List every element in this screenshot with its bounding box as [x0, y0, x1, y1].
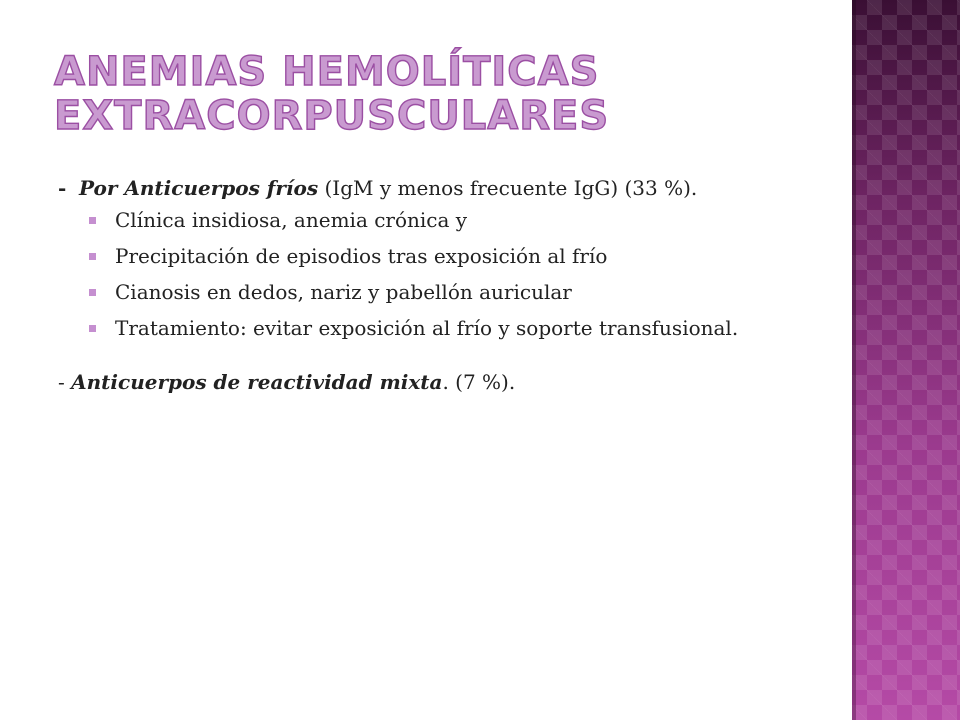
- bullet-item: [58, 208, 838, 232]
- bullet-text: Cianosis en dedos, nariz y pabellón auricular: [115, 280, 572, 304]
- slide-content: [58, 174, 838, 396]
- section-cold-antibodies: [58, 174, 838, 202]
- square-bullet-icon: [89, 325, 96, 332]
- bullet-item: [58, 280, 838, 304]
- decorative-side-band: [852, 0, 960, 720]
- bullet-text: Clínica insidiosa, anemia crónica y: [115, 208, 468, 232]
- square-bullet-icon: [89, 217, 96, 224]
- spacer: [58, 352, 838, 368]
- title-line-1: ANEMIAS HEMOLÍTICAS: [54, 49, 600, 95]
- section-mixed-antibodies: [58, 368, 838, 396]
- bullet-item: [58, 316, 838, 340]
- slide-title: [54, 50, 844, 138]
- dash-marker: -: [58, 176, 67, 200]
- dash-marker: -: [58, 370, 72, 394]
- band-edge: [852, 0, 856, 720]
- bullet-text: Precipitación de episodios tras exposición al frío: [115, 244, 608, 268]
- square-bullet-icon: [89, 289, 96, 296]
- bullet-list: [58, 208, 838, 340]
- bullet-text: Tratamiento: evitar exposición al frío y soporte transfusional.: [115, 316, 739, 340]
- section-cold-antibodies-rest: (IgM y menos frecuente IgG) (33 %).: [318, 176, 698, 200]
- emphasis-cold-antibodies: Por Anticuerpos fríos: [79, 176, 319, 200]
- emphasis-mixed-antibodies: Anticuerpos de reactividad mixta: [71, 370, 443, 394]
- section-mixed-antibodies-rest: . (7 %).: [442, 370, 516, 394]
- square-bullet-icon: [89, 253, 96, 260]
- title-line-2: EXTRACORPUSCULARES: [54, 93, 610, 139]
- bullet-item: [58, 244, 838, 268]
